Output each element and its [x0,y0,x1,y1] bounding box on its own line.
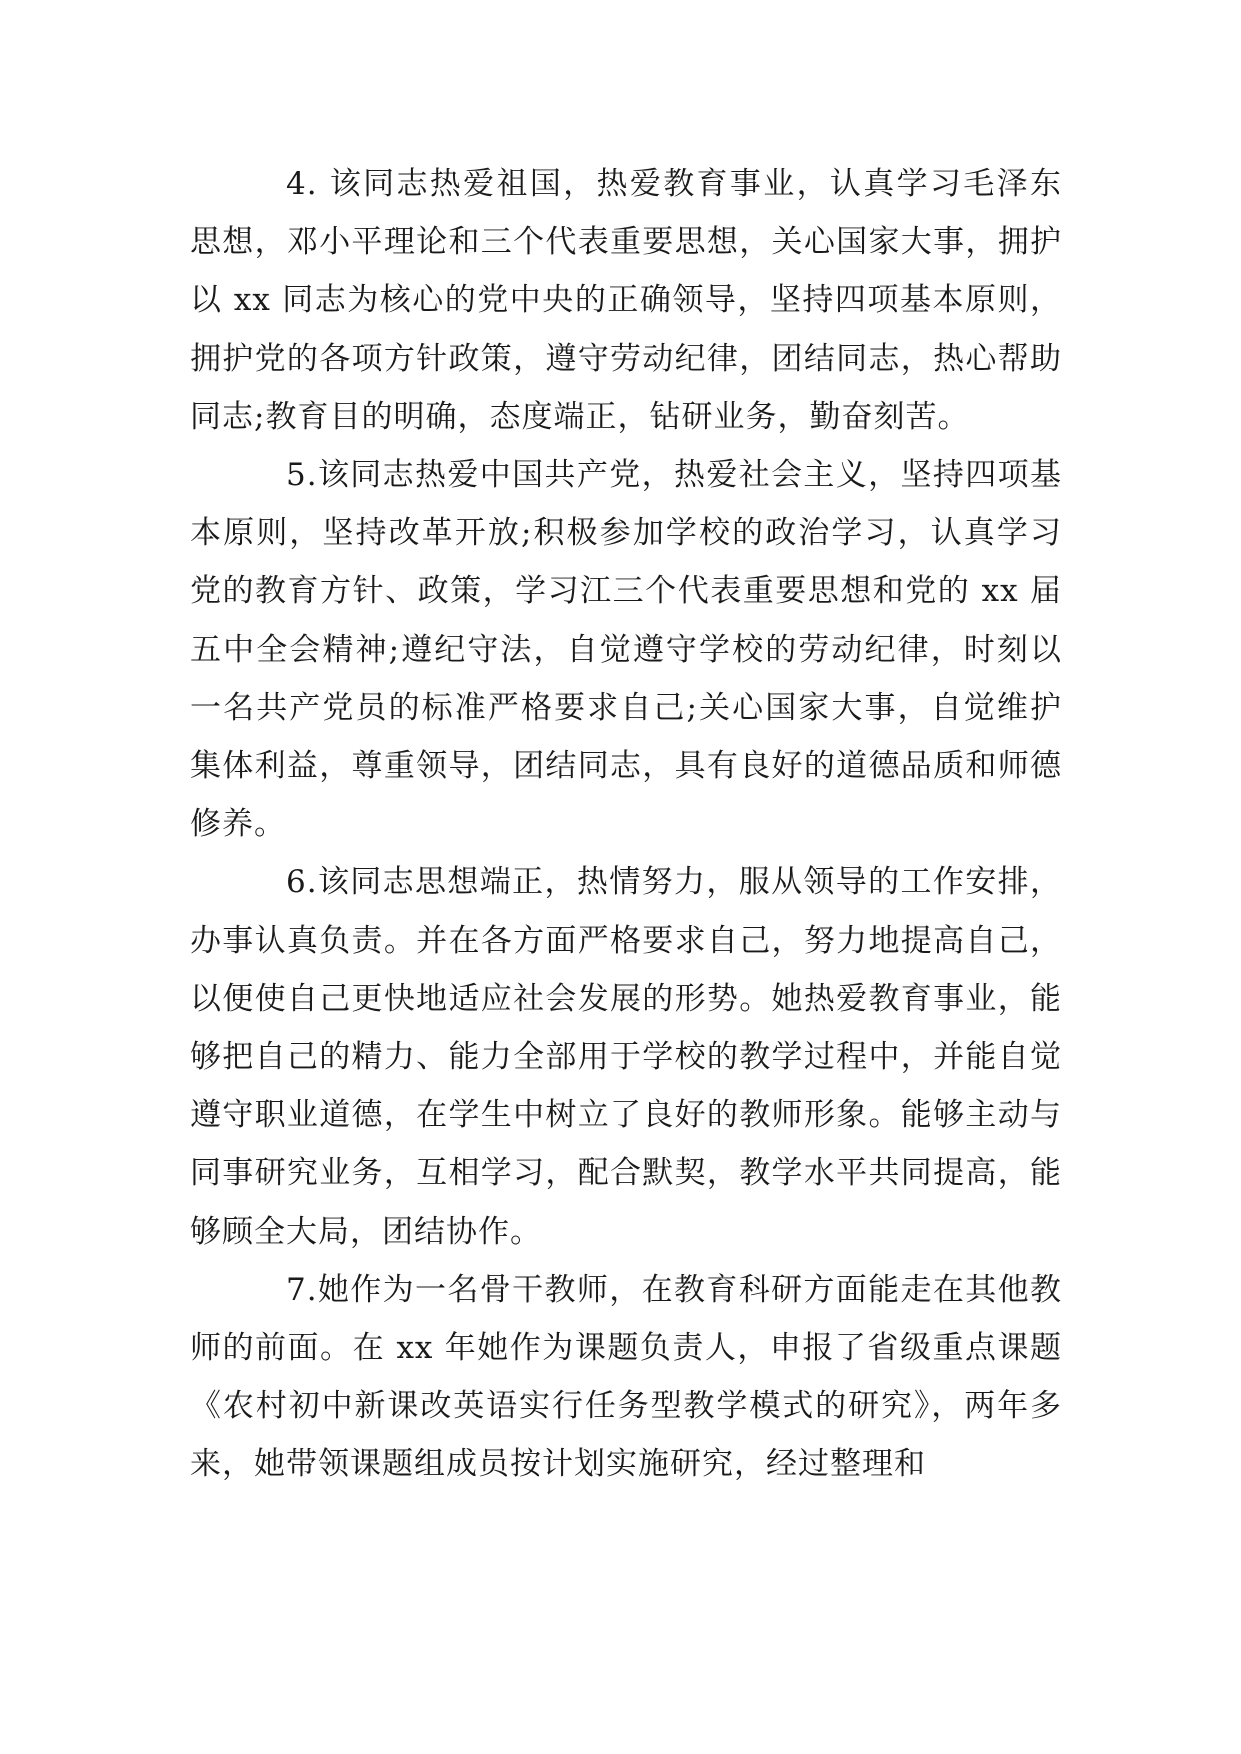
paragraph-4: 4. 该同志热爱祖国，热爱教育事业，认真学习毛泽东思想，邓小平理论和三个代表重要思想，关心国家大事，拥护以 xx 同志为核心的党中央的正确领导，坚持四项基本原则，拥护党的各项方针政策，遵守劳动纪律，团结同志，热心帮助同志;教育目的明确，态度端正，钻研业务，勤奋刻苦。 [190,166,1062,435]
paragraph-6: 6.该同志思想端正，热情努力，服从领导的工作安排，办事认真负责。并在各方面严格要求自己，努力地提高自己，以便使自己更快地适应社会发展的形势。她热爱教育事业，能够把自己的精力、能力全部用于学校的教学过程中，并能自觉遵守职业道德，在学生中树立了良好的教师形象。能够主动与同事研究业务，互相学习，配合默契，教学水平共同提高，能够顾全大局，团结协作。 [190,864,1062,1250]
paragraph-5: 5.该同志热爱中国共产党，热爱社会主义，坚持四项基本原则，坚持改革开放;积极参加学校的政治学习，认真学习党的教育方针、政策，学习江三个代表重要思想和党的 xx 届五中全会精神;遵纪守法，自觉遵守学校的劳动纪律，时刻以一名共产党员的标准严格要求自己;关心国家大事，自觉维护集体利益，尊重领导，团结同志，具有良好的道德品质和师德修养。 [190,457,1062,843]
paragraph-7: 7.她作为一名骨干教师，在教育科研方面能走在其他教师的前面。在 xx 年她作为课题负责人，申报了省级重点课题《农村初中新课改英语实行任务型教学模式的研究》，两年多来，她带领课题组成员按计划实施研究，经过整理和 [190,1271,1062,1483]
document-body [190,155,1062,1494]
